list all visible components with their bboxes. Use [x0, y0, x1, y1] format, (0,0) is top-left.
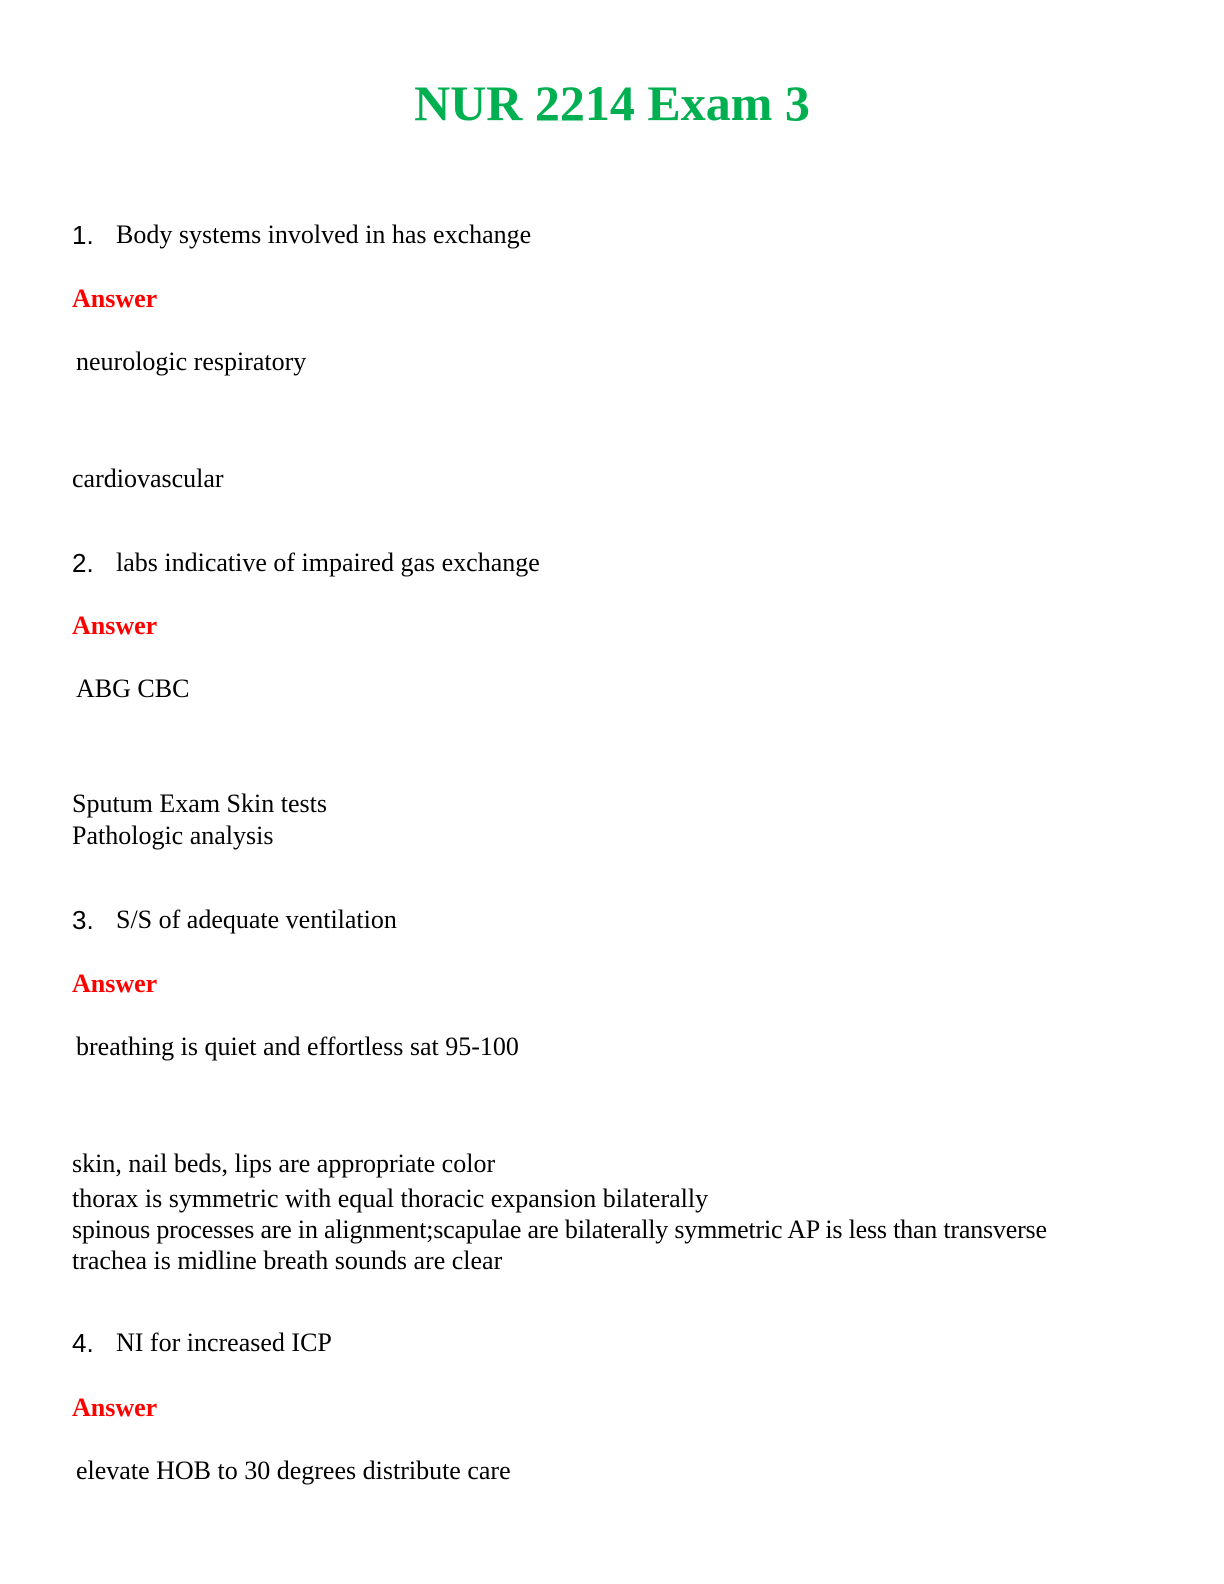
question-text: NI for increased ICP [116, 1328, 332, 1357]
answer-line: Sputum Exam Skin tests [72, 789, 327, 818]
answer-line: skin, nail beds, lips are appropriate color [72, 1149, 496, 1178]
answer-line: cardiovascular [72, 464, 224, 493]
answer-line: elevate HOB to 30 degrees distribute care [76, 1456, 511, 1485]
answer-line: spinous processes are in alignment;scapulae are bilaterally symmetric AP is less than transverse [72, 1215, 1047, 1244]
question-text: labs indicative of impaired gas exchange [116, 548, 540, 577]
question-number: 2. [72, 548, 94, 578]
question-number: 3. [72, 905, 94, 935]
answer-label: Answer [72, 284, 158, 313]
question-number: 4. [72, 1328, 94, 1358]
answer-line: thorax is symmetric with equal thoracic expansion bilaterally [72, 1184, 709, 1213]
page-title: NUR 2214 Exam 3 [414, 75, 810, 131]
answer-line: trachea is midline breath sounds are clear [72, 1246, 503, 1275]
question-text: S/S of adequate ventilation [116, 905, 397, 934]
answer-line: neurologic respiratory [76, 347, 307, 376]
answer-line: Pathologic analysis [72, 821, 274, 850]
answer-line: ABG CBC [76, 674, 190, 703]
answer-label: Answer [72, 611, 158, 640]
answer-label: Answer [72, 1393, 158, 1422]
answer-line: breathing is quiet and effortless sat 95-100 [76, 1032, 519, 1061]
answer-label: Answer [72, 969, 158, 998]
question-text: Body systems involved in has exchange [116, 220, 532, 249]
question-number: 1. [72, 220, 94, 250]
